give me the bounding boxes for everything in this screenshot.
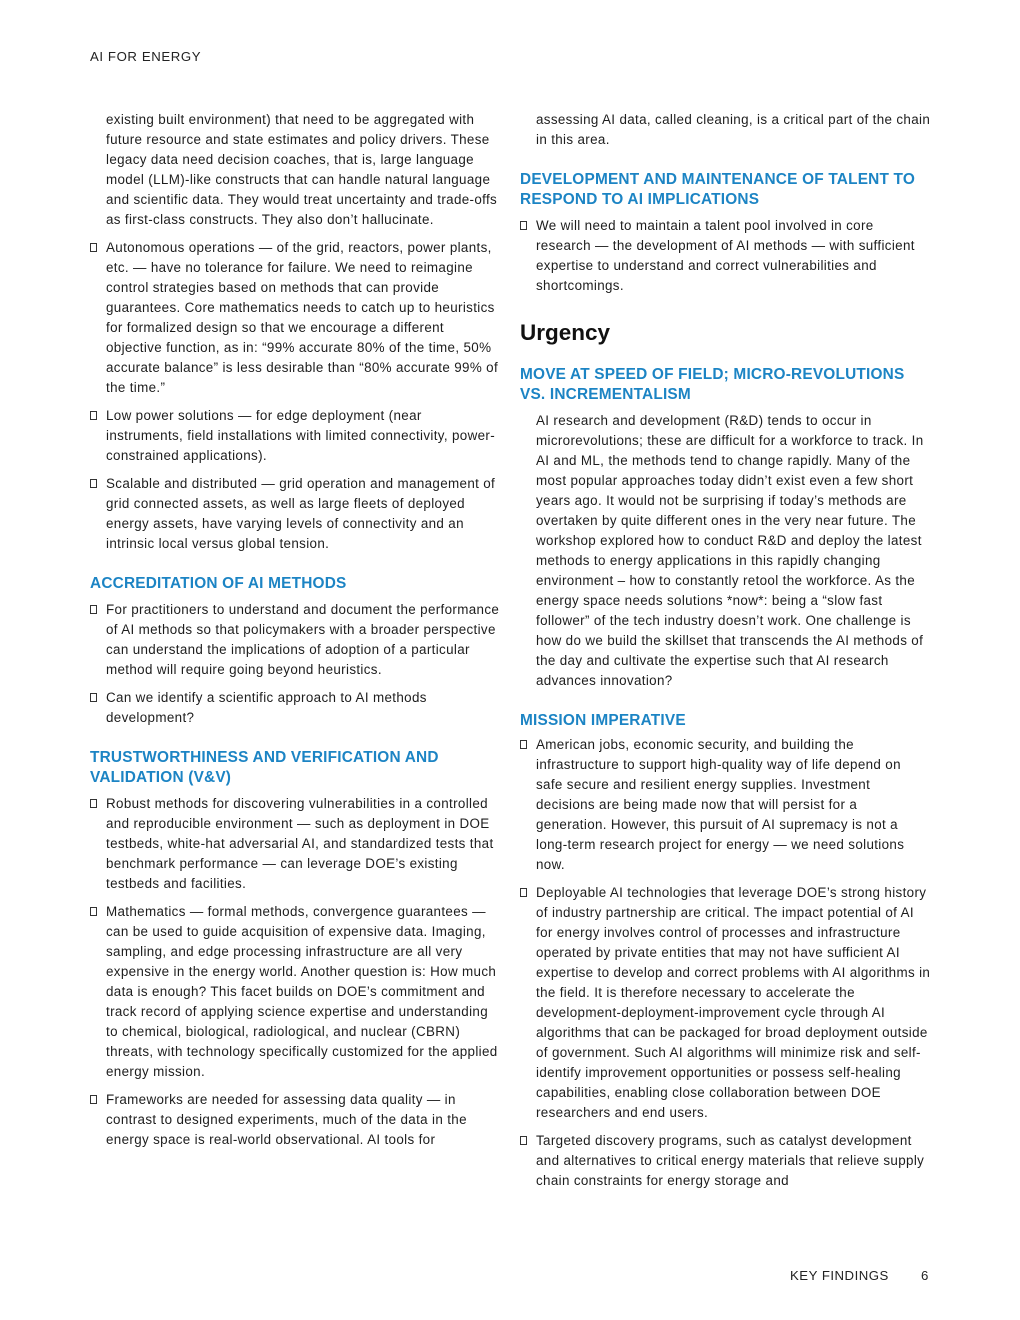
page-number: 6 [921, 1268, 929, 1283]
bullet-box-icon [520, 888, 527, 897]
bullet-box-icon [90, 479, 97, 488]
list-item: Can we identify a scientific approach to AI methods development? [90, 688, 500, 728]
bullet-box-icon [90, 243, 97, 252]
list-item: For practitioners to understand and document the performance of AI methods so that policymakers with a broader perspective can understand the implications of adoption of a particular method will require going beyond heuristics. [90, 600, 500, 680]
section-heading-trustworthiness: TRUSTWORTHINESS AND VERIFICATION AND VALIDATION (V&V) [90, 749, 439, 786]
list-item: We will need to maintain a talent pool involved in core research — the development of AI methods — with sufficient expertise to understand and correct vulnerabilities and shortcomings. [520, 216, 931, 296]
section-heading-accreditation: ACCREDITATION OF AI METHODS [90, 575, 347, 592]
bullet-box-icon [520, 1136, 527, 1145]
speed-paragraph: AI research and development (R&D) tends to occur in microrevolutions; these are difficult for a workforce to track. In AI and ML, the methods tend to change rapidly. Many of the most popular approaches today didn’t exist even a few short years ago. It would not be surprising if today’s methods are overtaken by quite different ones in the very near future. The workshop explored how to conduct R&D and deploy the latest methods to energy applications in this rapidly changing environment – how to constantly retool the workforce. As the energy space needs solutions *now*: being a “slow fast follower” of the tech industry doesn’t work. One challenge is how do we build the skillset that transcends the AI methods of the day and cultivate the expertise such that AI research advances innovation? [536, 413, 924, 688]
running-head: AI FOR ENERGY [90, 49, 202, 64]
list-item: Autonomous operations — of the grid, reactors, power plants, etc. — have no tolerance for failure. We need to reimagine control strategies based on methods that can provide guarantees. Core mathematics needs to catch up to heuristics for formalized design so that we encourage a different objective function, as in: “99% accurate 80% of the time, 50% accurate balance” is less desirable than “80% accurate 99% of the time.” [90, 238, 500, 398]
bullet-box-icon [90, 605, 97, 614]
list-item: Mathematics — formal methods, convergence guarantees —can be used to guide acquisition of expensive data. Imaging, sampling, and edge processing infrastructure are all very expensive in the energy world. Another question is: How much data is enough? This facet builds on DOE’s commitment and track record of applying science expertise and understanding to chemical, biological, radiological, and nuclear (CBRN) threats, with technology specifically customized for the applied energy mission. [90, 902, 500, 1082]
bullet-box-icon [90, 799, 97, 808]
section-heading-speed: MOVE AT SPEED OF FIELD; MICRO-REVOLUTIONS VS. INCREMENTALISM [520, 366, 905, 403]
list-item: Targeted discovery programs, such as catalyst development and alternatives to critical energy materials that relieve supply chain constraints for energy storage and [520, 1131, 931, 1191]
bullet-box-icon [90, 907, 97, 916]
list-item: Frameworks are needed for assessing data quality — in contrast to designed experiments, much of the data in the energy space is real-world observational. AI tools for [90, 1090, 500, 1150]
bullet-box-icon [90, 693, 97, 702]
right-column [520, 110, 931, 1199]
continued-paragraph: assessing AI data, called cleaning, is a critical part of the chain in this area. [536, 112, 931, 147]
left-column [90, 110, 500, 1158]
list-item: American jobs, economic security, and building the infrastructure to support high-quality way of life depend on safe secure and resilient energy supplies. Investment decisions are being made now that will persist for a generation. However, this pursuit of AI supremacy is not a long-term research project for energy — we need solutions now. [520, 735, 931, 875]
bullet-box-icon [520, 740, 527, 749]
list-item: Scalable and distributed — grid operation and management of grid connected assets, as well as large fleets of deployed energy assets, have varying levels of connectivity and an intrinsic local versus global tension. [90, 474, 500, 554]
bullet-box-icon [520, 221, 527, 230]
list-item: Robust methods for discovering vulnerabilities in a controlled and reproducible environment — such as deployment in DOE testbeds, white-hat adversarial AI, and standardized tests that benchmark performance — can leverage DOE’s existing testbeds and facilities. [90, 794, 500, 894]
footer-section-label: KEY FINDINGS [790, 1268, 889, 1283]
page-section-title: Urgency [520, 320, 611, 345]
section-heading-mission: MISSION IMPERATIVE [520, 712, 686, 729]
list-item: Deployable AI technologies that leverage DOE’s strong history of industry partnership are critical. The impact potential of AI for energy involves control of processes and infrastructure operated by private entities that may not have sufficient AI expertise to develop and correct problems with AI algorithms in the field. It is therefore necessary to accelerate the development-deployment-improvement cycle through AI algorithms that can be packaged for broad deployment outside of government. Such AI algorithms will minimize risk and self-identify improvement opportunities or possess self-healing capabilities, enabling close collaboration between DOE researchers and end users. [520, 883, 931, 1123]
bullet-box-icon [90, 1095, 97, 1104]
section-heading-talent: DEVELOPMENT AND MAINTENANCE OF TALENT TO RESPOND TO AI IMPLICATIONS [520, 171, 916, 208]
list-item: Low power solutions — for edge deployment (near instruments, field installations with limited connectivity, power-constrained applications). [90, 406, 500, 466]
continued-paragraph: existing built environment) that need to be aggregated with future resource and state estimates and policy drivers. These legacy data need decision coaches, that is, large language model (LLM)-like constructs that can handle natural language and scientific data. They would treat uncertainty and trade-offs as first-class constructs. They also don’t hallucinate. [106, 112, 498, 227]
bullet-box-icon [90, 411, 97, 420]
